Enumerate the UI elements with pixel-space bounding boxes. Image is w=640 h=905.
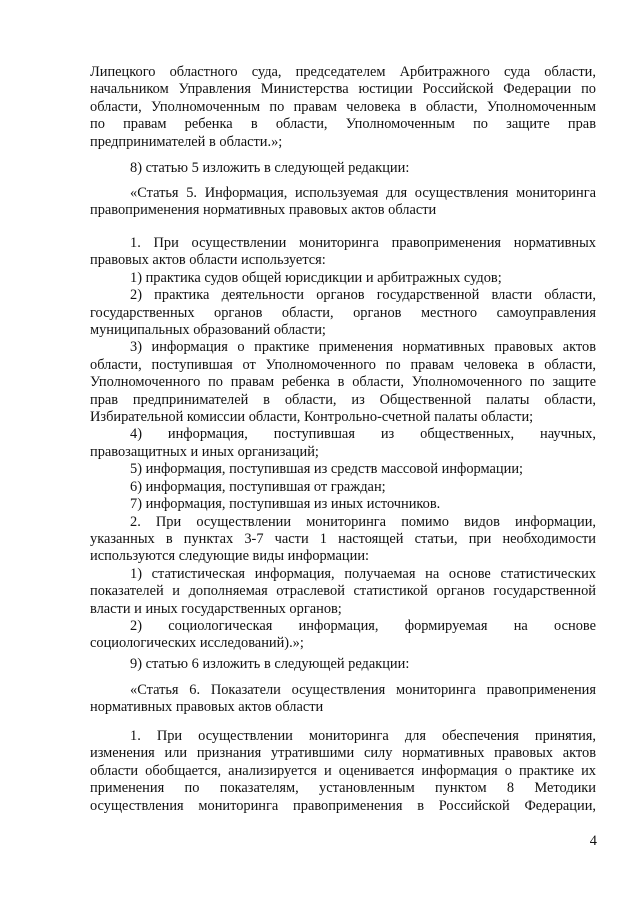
text-line: области, поступившая от Уполномоченного по правам человека в области,: [90, 356, 596, 373]
text-line: 1) практика судов общей юрисдикции и арбитражных судов;: [130, 269, 502, 286]
text-line: нормативных правовых актов области: [90, 699, 324, 716]
text-line: 6) информация, поступившая от граждан;: [130, 478, 386, 495]
text-line: 9) статью 6 изложить в следующей редакции:: [130, 656, 410, 672]
text-line: применения по показателям, установленным пунктом 8 Методики: [90, 780, 596, 797]
text-line: изменения или признания утратившими силу нормативных правовых актов: [90, 745, 596, 762]
text-line: прав предпринимателей в области, из Общественной палаты области,: [90, 391, 596, 408]
text-line: начальником Управления Министерства юстиции Российской Федерации по: [90, 81, 596, 98]
text-line: осуществления мониторинга правоприменения в Российской Федерации,: [90, 797, 596, 814]
text-line: муниципальных образований области;: [90, 322, 326, 339]
text-line: указанных в пунктах 3-7 части 1 настоящей статьи, при необходимости: [90, 530, 596, 547]
text-line: 1. При осуществлении мониторинга правоприменения нормативных: [130, 235, 596, 251]
amendment-item-9: [90, 656, 596, 673]
text-line: 7) информация, поступившая из иных источников.: [130, 496, 441, 513]
text-line: используются следующие виды информации:: [90, 548, 370, 565]
text-line: «Статья 6. Показатели осуществления мониторинга правоприменения: [130, 682, 596, 698]
text-line: предпринимателей в области.»;: [90, 133, 283, 150]
text-line: 2) социологическая информация, формируемая на основе: [130, 617, 596, 634]
text-line: правозащитных и иных организаций;: [90, 443, 319, 460]
text-line: по правам ребенка в области, Уполномоченным по защите прав: [90, 116, 596, 133]
text-line: 2. При осуществлении мониторинга помимо видов информации,: [130, 513, 596, 530]
text-line: области, Уполномоченным по правам человека в области, Уполномоченным: [90, 98, 596, 115]
text-line: власти и иных государственных органов;: [90, 600, 342, 617]
text-line: Уполномоченного по правам ребенка в области, Уполномоченного по защите: [90, 374, 596, 391]
article-6-title: [90, 682, 596, 717]
text-line: 1. При осуществлении мониторинга для обеспечения принятия,: [130, 728, 596, 744]
text-line: показателей и дополняемая отраслевой статистикой органов государственной: [90, 583, 596, 600]
text-line: Липецкого областного суда, председателем Арбитражного суда области,: [90, 64, 596, 80]
opening-paragraph: [90, 64, 596, 151]
text-line: 4) информация, поступившая из общественных, научных,: [130, 426, 596, 443]
text-line: 2) практика деятельности органов государственной власти области,: [130, 287, 596, 304]
page-number: 4: [589, 833, 597, 849]
text-line: Избирательной комиссии области, Контрольно-счетной палаты области;: [90, 409, 534, 426]
text-line: правовых актов области используется:: [90, 252, 326, 269]
amendment-item-8: [90, 160, 596, 177]
text-line: социологических исследований).»;: [90, 635, 304, 652]
article-5-body: [90, 235, 596, 653]
text-line: «Статья 5. Информация, используемая для осуществления мониторинга: [130, 185, 596, 201]
article-5-title: [90, 185, 596, 220]
article-6-body: [90, 728, 596, 815]
text-line: 3) информация о практике применения нормативных правовых актов: [130, 339, 596, 356]
text-line: 5) информация, поступившая из средств массовой информации;: [130, 461, 524, 478]
text-line: государственных органов области, органов местного самоуправления: [90, 304, 596, 321]
text-line: области обобщается, анализируется и оценивается информация о практике их: [90, 762, 596, 779]
text-line: 1) статистическая информация, получаемая на основе статистических: [130, 565, 596, 582]
text-line: правоприменения нормативных правовых актов области: [90, 202, 437, 219]
text-line: 8) статью 5 изложить в следующей редакции:: [130, 160, 410, 176]
